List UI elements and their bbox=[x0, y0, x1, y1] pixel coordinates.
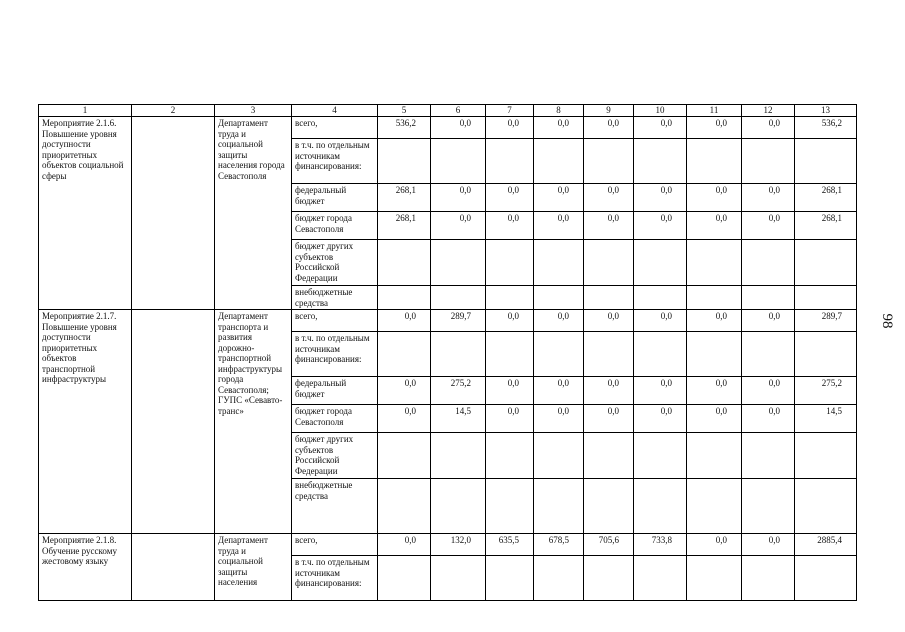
measure-col2 bbox=[132, 310, 215, 534]
header-cell: 7 bbox=[486, 105, 534, 117]
table-body bbox=[39, 105, 857, 601]
value-cell bbox=[584, 433, 634, 479]
value-cell bbox=[687, 139, 742, 184]
value-cell bbox=[795, 556, 857, 601]
value-cell bbox=[534, 240, 584, 286]
value-cell bbox=[486, 556, 534, 601]
value-cell: 0,0 bbox=[687, 377, 742, 405]
value-cell bbox=[687, 433, 742, 479]
value-cell bbox=[634, 286, 687, 310]
value-cell bbox=[486, 240, 534, 286]
value-cell: 635,5 bbox=[486, 534, 534, 556]
value-cell: 0,0 bbox=[534, 310, 584, 332]
value-cell bbox=[431, 286, 486, 310]
value-cell bbox=[486, 433, 534, 479]
value-cell: 14,5 bbox=[431, 405, 486, 433]
value-cell: 289,7 bbox=[431, 310, 486, 332]
value-cell bbox=[742, 139, 795, 184]
value-cell: 0,0 bbox=[742, 534, 795, 556]
header-cell: 13 bbox=[795, 105, 857, 117]
value-cell: 0,0 bbox=[687, 184, 742, 212]
value-cell bbox=[378, 139, 431, 184]
value-cell: 0,0 bbox=[486, 184, 534, 212]
value-cell: 0,0 bbox=[486, 212, 534, 240]
header-cell: 6 bbox=[431, 105, 486, 117]
value-cell bbox=[534, 479, 584, 534]
funding-table bbox=[38, 104, 857, 601]
value-cell: 14,5 bbox=[795, 405, 857, 433]
value-cell bbox=[687, 332, 742, 377]
value-cell: 0,0 bbox=[534, 184, 584, 212]
header-cell: 12 bbox=[742, 105, 795, 117]
value-cell bbox=[742, 240, 795, 286]
measure-executor: Департамент труда и социальной защиты населения города Севастополя bbox=[215, 117, 292, 310]
value-cell: 0,0 bbox=[634, 377, 687, 405]
value-cell bbox=[431, 479, 486, 534]
value-cell bbox=[378, 479, 431, 534]
source-label: внебюджетные средства bbox=[292, 286, 378, 310]
value-cell: 0,0 bbox=[687, 117, 742, 139]
value-cell: 536,2 bbox=[378, 117, 431, 139]
value-cell: 0,0 bbox=[431, 184, 486, 212]
value-cell bbox=[378, 332, 431, 377]
value-cell: 0,0 bbox=[584, 184, 634, 212]
header-cell: 8 bbox=[534, 105, 584, 117]
value-cell: 289,7 bbox=[795, 310, 857, 332]
value-cell bbox=[534, 332, 584, 377]
value-cell: 0,0 bbox=[742, 310, 795, 332]
value-cell: 0,0 bbox=[534, 405, 584, 433]
table-row bbox=[39, 310, 857, 332]
value-cell: 0,0 bbox=[634, 184, 687, 212]
value-cell: 0,0 bbox=[742, 212, 795, 240]
value-cell: 268,1 bbox=[795, 184, 857, 212]
header-cell: 4 bbox=[292, 105, 378, 117]
value-cell: 0,0 bbox=[534, 117, 584, 139]
value-cell bbox=[378, 556, 431, 601]
source-label: бюджет других субъектов Российской Федерации bbox=[292, 240, 378, 286]
value-cell bbox=[795, 240, 857, 286]
value-cell: 0,0 bbox=[486, 117, 534, 139]
value-cell bbox=[634, 139, 687, 184]
measure-name: Мероприятие 2.1.7. Повышение уровня доступности приоритетных объектов транспортной инфраструктуры bbox=[39, 310, 132, 534]
value-cell bbox=[634, 479, 687, 534]
value-cell: 0,0 bbox=[584, 212, 634, 240]
value-cell: 536,2 bbox=[795, 117, 857, 139]
value-cell bbox=[431, 556, 486, 601]
value-cell: 733,8 bbox=[634, 534, 687, 556]
header-cell: 3 bbox=[215, 105, 292, 117]
source-label: бюджет города Севастополя bbox=[292, 212, 378, 240]
value-cell bbox=[742, 286, 795, 310]
source-label: всего, bbox=[292, 117, 378, 139]
value-cell: 0,0 bbox=[742, 117, 795, 139]
value-cell bbox=[795, 139, 857, 184]
header-cell: 2 bbox=[132, 105, 215, 117]
value-cell bbox=[687, 556, 742, 601]
value-cell: 0,0 bbox=[378, 405, 431, 433]
source-label: бюджет других субъектов Российской Федерации bbox=[292, 433, 378, 479]
value-cell bbox=[634, 332, 687, 377]
value-cell bbox=[431, 240, 486, 286]
value-cell bbox=[742, 433, 795, 479]
measure-executor: Департамент труда и социальной защиты населения bbox=[215, 534, 292, 601]
value-cell bbox=[742, 479, 795, 534]
value-cell: 0,0 bbox=[742, 405, 795, 433]
value-cell: 0,0 bbox=[634, 117, 687, 139]
value-cell: 0,0 bbox=[486, 310, 534, 332]
source-label: внебюджетные средства bbox=[292, 479, 378, 534]
value-cell bbox=[486, 479, 534, 534]
value-cell bbox=[378, 286, 431, 310]
value-cell bbox=[486, 332, 534, 377]
value-cell: 0,0 bbox=[742, 184, 795, 212]
value-cell: 0,0 bbox=[584, 117, 634, 139]
value-cell: 0,0 bbox=[431, 117, 486, 139]
value-cell: 268,1 bbox=[378, 184, 431, 212]
header-cell: 5 bbox=[378, 105, 431, 117]
page-number: 98 bbox=[879, 313, 895, 329]
value-cell: 0,0 bbox=[534, 212, 584, 240]
measure-col2 bbox=[132, 534, 215, 601]
value-cell: 0,0 bbox=[486, 405, 534, 433]
value-cell bbox=[742, 332, 795, 377]
value-cell: 0,0 bbox=[378, 310, 431, 332]
value-cell: 705,6 bbox=[584, 534, 634, 556]
value-cell: 268,1 bbox=[378, 212, 431, 240]
value-cell bbox=[584, 240, 634, 286]
source-label: в т.ч. по отдельным источникам финансирования: bbox=[292, 139, 378, 184]
measure-executor: Департамент транспорта и развития дорожно-транспортной инфраструктуры города Севастополя; ГУПС «Севавто-транс» bbox=[215, 310, 292, 534]
measure-col2 bbox=[132, 117, 215, 310]
value-cell: 678,5 bbox=[534, 534, 584, 556]
value-cell: 0,0 bbox=[687, 212, 742, 240]
value-cell bbox=[634, 556, 687, 601]
value-cell: 132,0 bbox=[431, 534, 486, 556]
value-cell bbox=[742, 556, 795, 601]
table-row bbox=[39, 534, 857, 556]
header-row bbox=[39, 105, 857, 117]
value-cell: 275,2 bbox=[795, 377, 857, 405]
value-cell bbox=[378, 240, 431, 286]
value-cell bbox=[584, 139, 634, 184]
value-cell bbox=[534, 433, 584, 479]
value-cell bbox=[534, 286, 584, 310]
table-row bbox=[39, 117, 857, 139]
value-cell bbox=[486, 286, 534, 310]
measure-name: Мероприятие 2.1.8. Обучение русскому жестовому языку bbox=[39, 534, 132, 601]
source-label: в т.ч. по отдельным источникам финансирования: bbox=[292, 332, 378, 377]
value-cell bbox=[634, 240, 687, 286]
value-cell bbox=[431, 139, 486, 184]
value-cell bbox=[634, 433, 687, 479]
value-cell bbox=[378, 433, 431, 479]
value-cell bbox=[795, 479, 857, 534]
value-cell bbox=[431, 433, 486, 479]
measure-name: Мероприятие 2.1.6. Повышение уровня доступности приоритетных объектов социальной сферы bbox=[39, 117, 132, 310]
value-cell bbox=[795, 433, 857, 479]
source-label: всего, bbox=[292, 310, 378, 332]
value-cell bbox=[584, 479, 634, 534]
source-label: в т.ч. по отдельным источникам финансирования: bbox=[292, 556, 378, 601]
header-cell: 1 bbox=[39, 105, 132, 117]
value-cell: 0,0 bbox=[534, 377, 584, 405]
value-cell bbox=[584, 332, 634, 377]
value-cell: 0,0 bbox=[634, 212, 687, 240]
value-cell: 0,0 bbox=[378, 377, 431, 405]
value-cell bbox=[431, 332, 486, 377]
value-cell: 275,2 bbox=[431, 377, 486, 405]
header-cell: 11 bbox=[687, 105, 742, 117]
value-cell: 0,0 bbox=[584, 310, 634, 332]
value-cell bbox=[795, 286, 857, 310]
value-cell: 0,0 bbox=[584, 377, 634, 405]
value-cell bbox=[584, 556, 634, 601]
value-cell: 0,0 bbox=[742, 377, 795, 405]
header-cell: 10 bbox=[634, 105, 687, 117]
value-cell bbox=[687, 240, 742, 286]
value-cell: 0,0 bbox=[378, 534, 431, 556]
value-cell bbox=[687, 479, 742, 534]
value-cell bbox=[534, 139, 584, 184]
value-cell: 0,0 bbox=[687, 405, 742, 433]
value-cell: 0,0 bbox=[431, 212, 486, 240]
source-label: федеральный бюджет bbox=[292, 377, 378, 405]
source-label: бюджет города Севастополя bbox=[292, 405, 378, 433]
value-cell: 0,0 bbox=[634, 405, 687, 433]
value-cell: 0,0 bbox=[634, 310, 687, 332]
source-label: всего, bbox=[292, 534, 378, 556]
source-label: федеральный бюджет bbox=[292, 184, 378, 212]
value-cell: 0,0 bbox=[584, 405, 634, 433]
value-cell: 0,0 bbox=[687, 310, 742, 332]
value-cell bbox=[584, 286, 634, 310]
header-cell: 9 bbox=[584, 105, 634, 117]
value-cell bbox=[486, 139, 534, 184]
value-cell bbox=[687, 286, 742, 310]
value-cell: 0,0 bbox=[687, 534, 742, 556]
value-cell: 268,1 bbox=[795, 212, 857, 240]
value-cell bbox=[795, 332, 857, 377]
value-cell: 0,0 bbox=[486, 377, 534, 405]
value-cell: 2885,4 bbox=[795, 534, 857, 556]
value-cell bbox=[534, 556, 584, 601]
